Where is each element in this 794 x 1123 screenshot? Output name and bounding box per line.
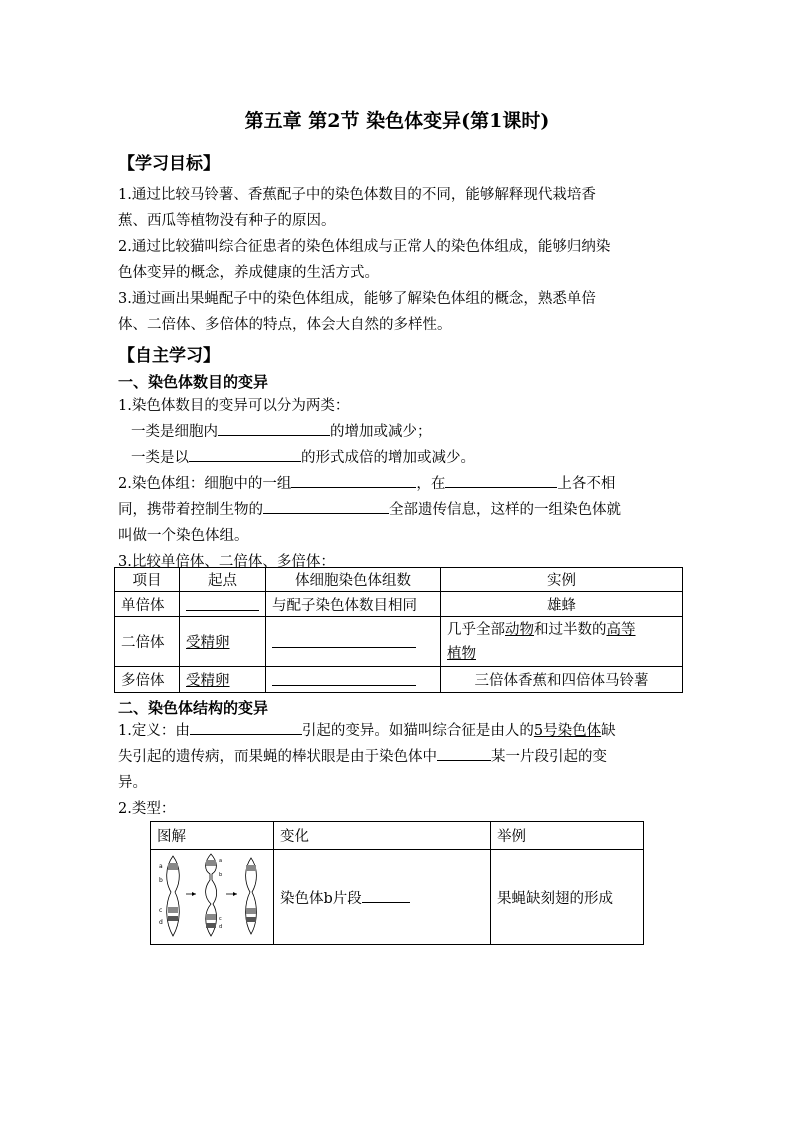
def-blank1[interactable] [190, 718, 302, 735]
table-row [115, 592, 683, 617]
change-cell [274, 850, 491, 945]
col-header: 项目 [115, 568, 180, 592]
cell-count-blank[interactable] [266, 667, 441, 693]
deletion-diagram [151, 850, 274, 945]
goal-line: 3.通过画出果蝇配子中的染色体组成，能够了解染色体组的概念，熟悉单倍 [118, 291, 596, 307]
cell-start: 受精卵 [180, 667, 266, 693]
label-d: d [219, 924, 223, 930]
q2-l2-post: 全部遗传信息，这样的一组染色体就 [389, 502, 621, 518]
cell-example: 三倍体香蕉和四倍体马铃薯 [441, 667, 683, 693]
col-header: 起点 [180, 568, 266, 592]
cell-start: 受精卵 [180, 617, 266, 667]
example-underline: 植物 [447, 645, 476, 662]
def-l2-post: 某一片段引起的变 [491, 749, 607, 765]
def-post: 缺 [601, 723, 616, 739]
page-title: 第五章 第2节 染色体变异(第1课时) [244, 110, 550, 132]
q1a-post: 的增加或减少； [330, 424, 432, 440]
def-line2 [118, 744, 678, 770]
chromosome-diagram [153, 852, 271, 938]
cell-example [441, 617, 683, 667]
q1b-pre: 一类是以 [131, 450, 189, 466]
cell-count-blank[interactable] [266, 617, 441, 667]
structure-table [150, 821, 644, 945]
table-row [115, 617, 683, 667]
label-b: b [159, 877, 163, 884]
example-underline: 高等 [606, 621, 636, 638]
q2-blank1[interactable] [291, 471, 416, 488]
col-header: 举例 [491, 822, 644, 850]
example-text: 几乎全部 [447, 621, 505, 638]
q1a-pre: 一类是细胞内 [131, 424, 218, 440]
def-line1 [118, 718, 678, 744]
q1a-line [118, 419, 678, 445]
def-line3: 异。 [118, 775, 147, 791]
label-c: c [159, 907, 163, 914]
label-a: a [159, 863, 163, 870]
example-text: 和过半数的 [534, 621, 607, 638]
q2-line3: 叫做一个染色体组。 [118, 528, 249, 544]
example-underline: 动物 [505, 621, 534, 638]
col-header: 变化 [274, 822, 491, 850]
q2-pre: 2.染色体组：细胞中的一组 [118, 476, 292, 492]
def-underline: 5号染色体 [533, 723, 602, 739]
def-pre: 1.定义：由 [118, 723, 190, 739]
q1b-post: 的形式成倍的增加或减少。 [301, 450, 475, 466]
q2-blank3[interactable] [263, 497, 389, 514]
q2-line1 [118, 471, 678, 497]
q2-l2-pre: 同，携带着控制生物的 [118, 502, 263, 518]
def-blank2[interactable] [437, 744, 491, 761]
types-text: 2.类型： [118, 801, 176, 817]
section2-heading: 二、染色体结构的变异 [118, 699, 269, 717]
change-text: 染色体b片段 [280, 891, 362, 907]
goal-line: 2.通过比较猫叫综合征患者的染色体组成与正常人的染色体组成，能够归纳染 [118, 239, 611, 255]
q1a-blank[interactable] [218, 419, 330, 436]
goals-heading: 【学习目标】 [118, 154, 220, 174]
section1-body [118, 393, 678, 575]
q2-post: 上各不相 [557, 476, 616, 492]
q1-text: 1.染色体数目的变异可以分为两类： [118, 398, 350, 414]
def-mid: 引起的变异。如猫叫综合征是由人的 [301, 723, 534, 739]
q2-mid: ，在 [416, 476, 446, 492]
col-header: 图解 [151, 822, 274, 850]
self-study-heading: 【自主学习】 [118, 346, 220, 366]
example-cell: 果蝇缺刻翅的形成 [491, 850, 644, 945]
cell-item: 二倍体 [115, 617, 180, 667]
q1b-blank[interactable] [189, 445, 301, 462]
label-a: a [219, 858, 223, 864]
goal-line: 1.通过比较马铃薯、香蕉配子中的染色体数目的不同，能够解释现代栽培香 [118, 187, 596, 203]
cell-count: 与配子染色体数目相同 [266, 592, 441, 617]
table-row [115, 667, 683, 693]
label-c: c [219, 916, 222, 922]
q2-blank2[interactable] [445, 471, 557, 488]
q2-line2 [118, 497, 678, 523]
label-b: b [219, 872, 223, 878]
cell-item: 多倍体 [115, 667, 180, 693]
table-row [151, 850, 644, 945]
goals-list [118, 182, 678, 338]
label-d: d [159, 919, 163, 926]
section1-heading: 一、染色体数目的变异 [118, 373, 269, 391]
cell-start-blank[interactable] [180, 592, 266, 617]
change-blank[interactable] [362, 886, 410, 903]
q1b-line [118, 445, 678, 471]
col-header: 实例 [441, 568, 683, 592]
section2-body [118, 718, 678, 822]
goal-line: 色体变异的概念，养成健康的生活方式。 [118, 265, 379, 281]
cell-example: 雄蜂 [441, 592, 683, 617]
goal-line: 体、二倍体、多倍体的特点，体会大自然的多样性。 [118, 317, 452, 333]
q3-text: 3.比较单倍体、二倍体、多倍体： [118, 554, 335, 570]
col-header: 体细胞染色体组数 [266, 568, 441, 592]
cell-item: 单倍体 [115, 592, 180, 617]
goal-line: 蕉、西瓜等植物没有种子的原因。 [118, 213, 336, 229]
def-l2-pre: 失引起的遗传病，而果蝇的棒状眼是由于染色体中 [118, 749, 437, 765]
ploidy-table [114, 567, 683, 693]
